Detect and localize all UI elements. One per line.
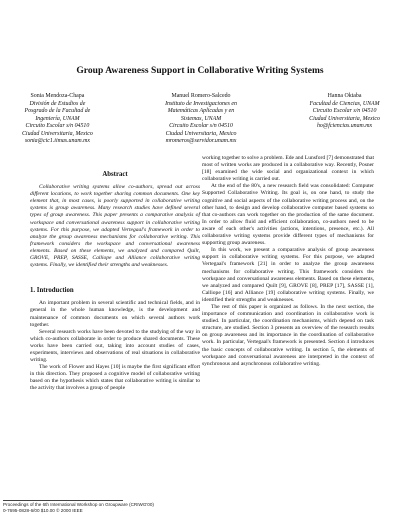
author-affiliation-line: Posgrado de la Facultad de (24, 108, 91, 114)
author-affiliation-line: Ciudad Universitaria, Mexico (22, 130, 93, 137)
author-name: Sonia Mendoza-Chapa (30, 93, 85, 99)
body-paragraph: The rest of this paper is organized as follows. In the next section, the importance of communication and coordination in collaborative work is studied. In particular, the coordination mechanisms, which depend on task structure, are studied. Section 3 presents an overview of the research results on group awareness and its importance in the coordination of collaborative work. In particular, Vertegaal's framework is presented. Section 4 introduces the basic concepts of collaborative writing. In section 5, the elements of workspace and conversational awareness are interpreted in the context of synchronous and asynchronous collaborative writing. (202, 303, 374, 367)
author-2 (165, 93, 237, 146)
author-affiliation-line: Ingeniería, UNAM (35, 115, 80, 122)
author-affiliation-line: División de Estudios de (29, 100, 86, 107)
body-paragraph: The work of Flower and Hayes [10] is maybe the first significant effort in this direction. They proposed a cognitive model of collaborative writing based on the hypothesis which states that collaborative writing is similar to the activity that involves a group of people (30, 364, 200, 392)
author-affiliation-line: Ciudad Universitaria, Mexico (309, 115, 380, 122)
author-affiliation-line: Sistemas, UNAM (180, 115, 222, 122)
author-email: mromeros@servidor.unam.mx (165, 138, 237, 144)
author-name: Hanna Oktaba (327, 93, 362, 99)
author-affiliation-line: Ciudad Universitaria, Mexico (165, 130, 237, 137)
footer-proceedings: Proceedings of the 6th International Workshop on Groupware (CRIWG'00) (3, 502, 154, 507)
abstract-text: Collaborative writing systems allow co-authors, spread out across different locations, to work together sharing common documents. One key element that, in most cases, is poorly supported in collaborative writing systems is group awareness. Many research studies have defined several types of group awareness. This paper presents a comparative analysis of workspace and conversational awareness support in collaborative writing systems. For this purpose, we adapted Vertegaal's framework in order to analyze the group awareness mechanisms for collaborative writing. This framework considers the workspace and conversational awareness elements. Based on these elements, we analyzed and compared Quilt, GROVE, PREP, SASSE, Calliope and Alliance collaborative writing systems. Finally, we identified their strengths and weaknesses. (30, 184, 200, 269)
author-name: Manuel Romero-Salcedo (171, 93, 231, 99)
author-affiliation-line: Circuito Escolar s/n 04510 (169, 123, 233, 129)
author-affiliation-line: Instituto de Investigaciones en (165, 100, 237, 107)
body-paragraph: working together to solve a problem. Ede and Lunsford [7] demonstrated that most of written works are produced in a collaborative way. Recently, Posner [18] examined the wide social and organizational context in which collaborative writing is carried out. (202, 155, 374, 183)
body-paragraph: At the end of the 80's, a new research field was consolidated: Computer Supported Collaborative Writing. Its goal is, on one hand, to study the cognitive and social aspects of the collaborative writing process and, on the other hand, to design and develop collaborative computer based systems so that co-authors can work together on the production of the same document. In order to allow fluid and efficient collaboration, co-authors need to be aware of each other's activities (actions, intentions, presence, etc.). All collaborative writing systems provide different types of mechanisms for supporting group awareness. (202, 183, 374, 247)
author-affiliation-line: Circuito Escolar s/n 04510 (312, 108, 377, 114)
author-1 (22, 93, 93, 146)
author-affiliation-line: Facultad de Ciencias, UNAM (309, 100, 380, 107)
author-email: ho@fciencias.unam.mx (316, 123, 373, 129)
page-footer (3, 502, 154, 514)
body-paragraph: An important problem in several scientific and technical fields, and in general in the whole human knowledge, is the development and maintenance of common documents on which several authors work together. (30, 300, 200, 328)
body-paragraph: In this work, we present a comparative analysis of group awareness support in collaborative writing systems. For this purpose, we adapted Vertegaal's framework [21] in order to analyze the group awareness mechanisms for collaborative writing. This framework considers the workspace and conversational awareness elements. Based on these elements, we analyzed and compared Quilt [9], GROVE [8], PREP [17], SASSE [1], Calliope [16] and Alliance [19] collaborative writing systems. Finally, we identified their strengths and weaknesses. (202, 247, 374, 303)
footer-isbn: 0-7695-0828-6/00 $10.00 © 2000 IEEE (3, 507, 83, 513)
author-3 (309, 93, 380, 146)
abstract-heading: Abstract (102, 171, 128, 178)
author-block (22, 93, 380, 146)
body-paragraph: Several research works have been devoted to the studying of the way in which co-authors collaborate in order to produce shared documents. These works have been carried out, taking into account studies of cases, experiments, interviews and observations of real situations in collaborative writing. (30, 328, 200, 364)
footer-rule (3, 500, 123, 501)
right-column (202, 155, 374, 368)
author-affiliation-line: Matemáticas Aplicadas y en (167, 108, 235, 114)
introduction-heading: 1. Introduction (30, 287, 74, 295)
paper-title: Group Awareness Support in Collaborative Writing Systems (76, 66, 324, 76)
author-email: sonia@cic1.iimas.unam.mx (24, 138, 90, 144)
author-affiliation-line: Circuito Escolar s/n 04510 (25, 123, 90, 129)
left-column (30, 171, 200, 393)
